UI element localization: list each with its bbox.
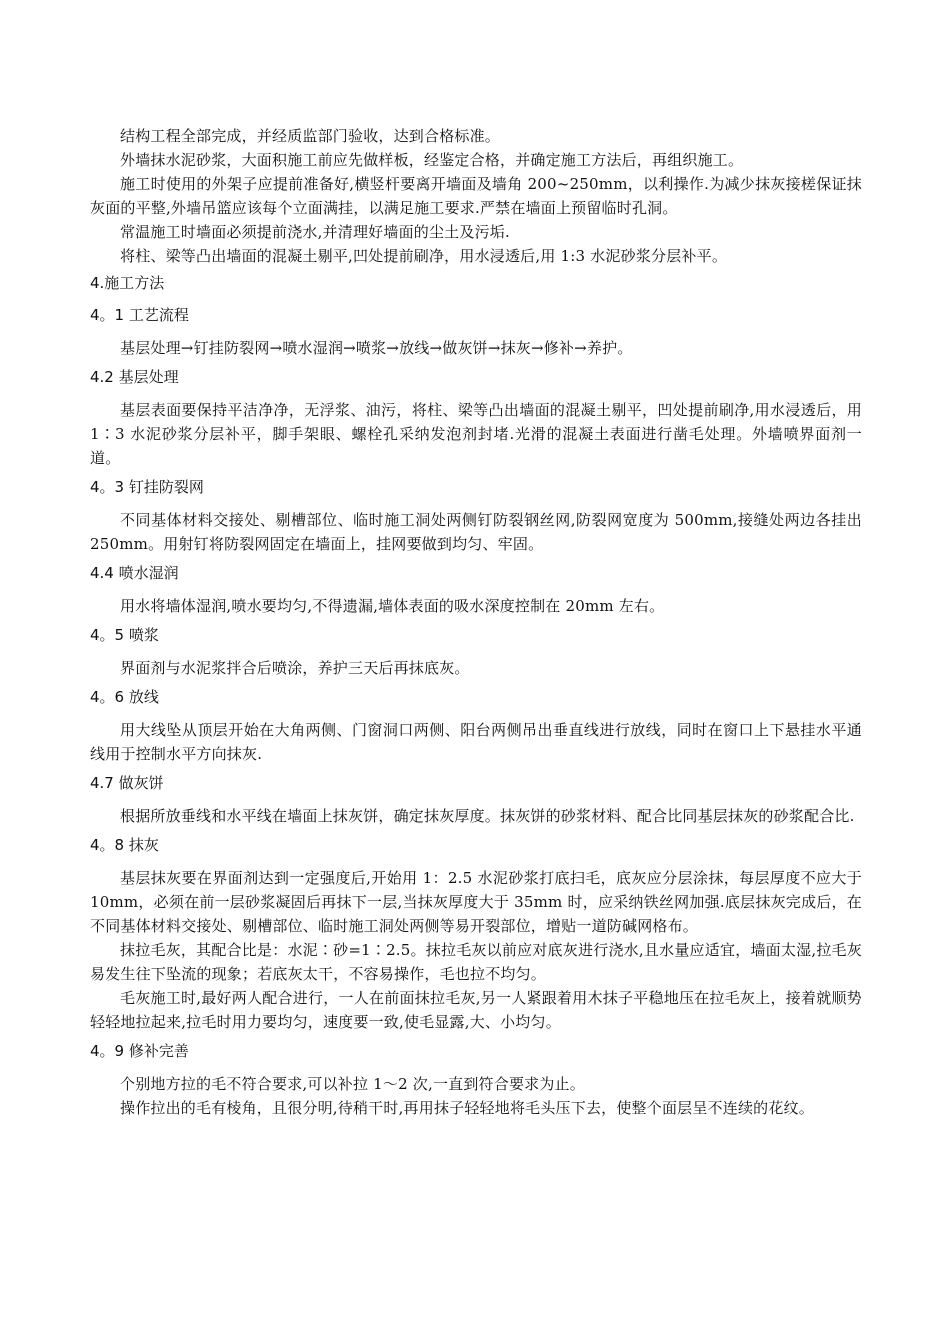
section-heading-4: 4.施工方法 [90, 274, 165, 292]
section-4-6-paragraph: 用大线坠从顶层开始在大角两侧、门窗洞口两侧、阳台两侧吊出垂直线进行放线，同时在窗口上下悬挂水平通线用于控制水平方向抹灰. [90, 721, 862, 763]
section-4-7-paragraph: 根据所放垂线和水平线在墙面上抹灰饼，确定抹灰厚度。抹灰饼的砂浆材料、配合比同基层抹灰的砂浆配合比. [120, 807, 855, 825]
section-4-4-paragraph: 用水将墙体湿润,喷水要均匀,不得遗漏,墙体表面的吸水深度控制在 20mm 左右。 [120, 597, 665, 615]
intro-paragraph-4: 常温施工时墙面必须提前浇水,并清理好墙面的尘土及污垢. [120, 223, 510, 241]
section-4-9-paragraph-1: 个别地方拉的毛不符合要求,可以补拉 1～2 次,一直到符合要求为止。 [120, 1075, 585, 1093]
intro-paragraph-1: 结构工程全部完成，并经质监部门验收，达到合格标准。 [120, 127, 501, 145]
intro-paragraph-2: 外墙抹水泥砂浆，大面积施工前应先做样板，经鉴定合格，并确定施工方法后，再组织施工。 [120, 151, 744, 169]
section-heading-4-3: 4。3 钉挂防裂网 [90, 478, 204, 496]
section-heading-4-4: 4.4 喷水湿润 [90, 564, 179, 582]
section-4-3-paragraph: 不同基体材料交接处、剔槽部位、临时施工洞处两侧钉防裂钢丝网,防裂网宽度为 500mm,接缝处两边各挂出 250mm。用射钉将防裂网固定在墙面上，挂网要做到均匀、牢固。 [90, 511, 862, 553]
section-heading-4-6: 4。6 放线 [90, 688, 159, 706]
section-heading-4-2: 4.2 基层处理 [90, 368, 179, 386]
section-4-8-paragraph-3: 毛灰施工时,最好两人配合进行，一人在前面抹拉毛灰,另一人紧跟着用木抹子平稳地压在拉毛灰上，接着就顺势轻轻地拉起来,拉毛时用力要均匀，速度要一致,使毛显露,大、小均匀。 [90, 989, 862, 1031]
section-4-9-paragraph-2: 操作拉出的毛有棱角，且很分明,待稍干时,再用抹子轻轻地将毛头压下去，使整个面层呈不连续的花纹。 [120, 1099, 814, 1117]
intro-paragraph-5: 将柱、梁等凸出墙面的混凝土剔平,凹处提前刷净，用水浸透后,用 1:3 水泥砂浆分层补平。 [120, 247, 728, 265]
section-4-8-paragraph-1: 基层抹灰要在界面剂达到一定强度后,开始用 1：2.5 水泥砂浆打底扫毛，底灰应分层涂抹，每层厚度不应大于 10mm，必须在前一层砂浆凝固后再抹下一层,当抹灰厚度大于 35mm 时，应采纳铁丝网加强.底层抹灰完成后，在不同基体材料交接处、剔槽部位、临时施工洞处两侧等易开裂部位，增贴一道防碱网格布。 [90, 869, 862, 935]
section-heading-4-8: 4。8 抹灰 [90, 836, 159, 854]
section-4-1-paragraph: 基层处理→钉挂防裂网→喷水湿润→喷浆→放线→做灰饼→抹灰→修补→养护。 [120, 339, 633, 357]
section-4-5-paragraph: 界面剂与水泥浆拌合后喷涂，养护三天后再抹底灰。 [120, 659, 470, 677]
section-heading-4-5: 4。5 喷浆 [90, 626, 159, 644]
section-heading-4-7: 4.7 做灰饼 [90, 774, 164, 792]
section-heading-4-9: 4。9 修补完善 [90, 1042, 189, 1060]
section-4-2-paragraph: 基层表面要保持平洁净净，无浮浆、油污，将柱、梁等凸出墙面的混凝土剔平，凹处提前刷净,用水浸透后，用 1∶3 水泥砂浆分层补平，脚手架眼、螺栓孔采纳发泡剂封堵.光滑的混凝土表面进行凿毛处理。外墙喷界面剂一道。 [90, 401, 862, 467]
section-4-8-paragraph-2: 抹拉毛灰，其配合比是：水泥∶砂=1∶2.5。抹拉毛灰以前应对底灰进行浇水,且水量应适宜，墙面太湿,拉毛灰易发生往下坠流的现象；若底灰太干，不容易操作，毛也拉不均匀。 [90, 941, 862, 983]
intro-paragraph-3: 施工时使用的外架子应提前准备好,横竖杆要离开墙面及墙角 200~250mm，以利操作.为减少抹灰接槎保证抹灰面的平整,外墙吊篮应该每个立面满挂，以满足施工要求.严禁在墙面上预留临时孔洞。 [90, 175, 862, 217]
document-page [90, 124, 862, 1120]
section-heading-4-1: 4。1 工艺流程 [90, 306, 189, 324]
